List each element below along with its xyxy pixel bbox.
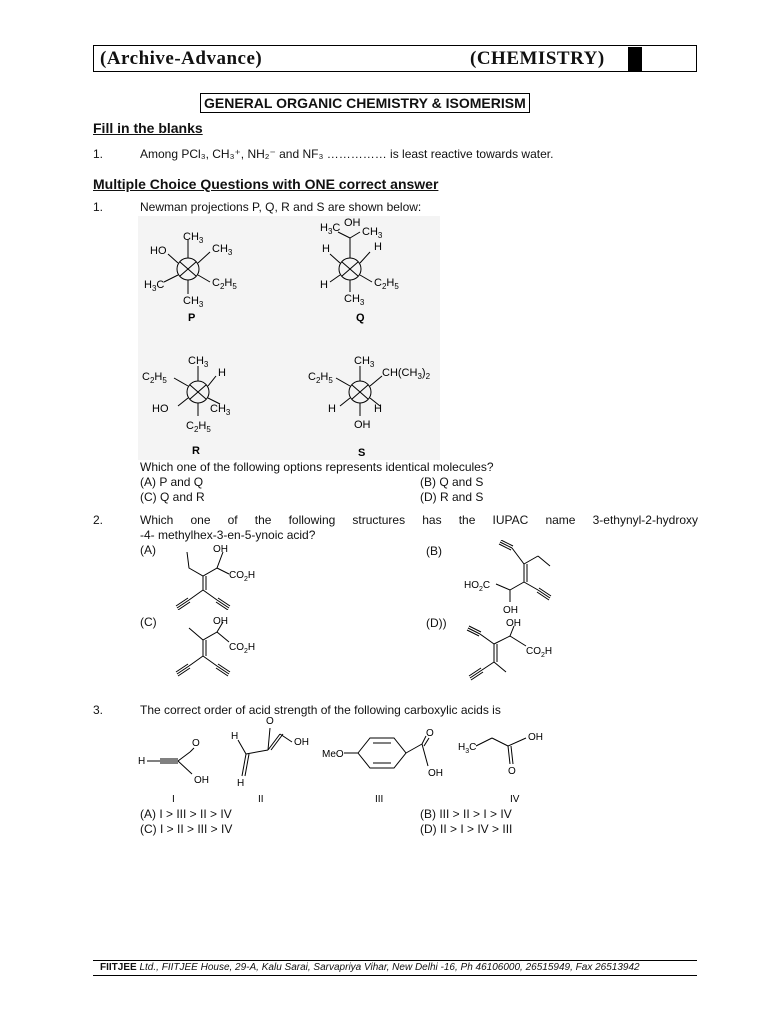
option-c-label[interactable]: (C) <box>140 615 157 629</box>
svg-text:H: H <box>138 756 146 767</box>
svg-text:OH: OH <box>213 616 228 627</box>
label-iv: IV <box>510 794 520 805</box>
svg-text:CH3: $CH_3$ <box>362 226 383 240</box>
structure-b <box>460 540 570 618</box>
label-i: I <box>172 794 175 805</box>
label-q: Q <box>356 312 365 324</box>
svg-text:H3C: $H_3C$ <box>458 742 477 755</box>
question-text-cont: -4- methylhex-3-en-5-ynoic acid? <box>140 528 316 542</box>
svg-text:OH: OH <box>354 419 371 431</box>
structure-a <box>165 540 260 610</box>
page-title: GENERAL ORGANIC CHEMISTRY & ISOMERISM <box>200 93 530 113</box>
svg-text:H3C: $H_3C$ <box>144 279 165 293</box>
option-b-label[interactable]: (B) <box>426 544 442 558</box>
svg-text:O: O <box>426 728 434 739</box>
footer-rule-top <box>93 960 697 961</box>
question-text: Which one of the following structures has the IUPAC name 3-ethynyl-2-hydroxy <box>140 513 698 527</box>
question-text: Among PCl₃, CH₃⁺, NH₂⁻ and NF₃ …………… is least reactive towards water. <box>140 147 554 161</box>
label-p: P <box>188 312 196 324</box>
svg-text:OH: OH <box>503 605 518 616</box>
svg-text:H: H <box>231 731 239 742</box>
svg-text:C2H5: $C_2H_5$ <box>308 371 333 385</box>
question-number: 1. <box>93 200 104 214</box>
svg-text:CO2H: $CO_2H$ <box>229 642 256 655</box>
option-a-label[interactable]: (A) <box>140 543 156 557</box>
svg-text:HO2C: $HO_2C$ <box>464 580 491 593</box>
structure-d <box>460 614 570 696</box>
label-s: S <box>358 447 366 459</box>
svg-text:OH: OH <box>428 768 443 779</box>
svg-text:CH3: $CH_3$ <box>183 295 204 309</box>
footer-brand: FIITJEE <box>100 962 137 973</box>
svg-text:CO2H: $CO_2H$ <box>229 570 256 583</box>
svg-text:CH3: $CH_3$ <box>183 231 204 245</box>
svg-text:H3C: $H_3C$ <box>320 222 341 236</box>
svg-text:OH: OH <box>213 544 228 555</box>
option-a[interactable]: (A) P and Q <box>140 475 204 489</box>
svg-text:O: O <box>192 738 200 749</box>
question-text: Newman projections P, Q, R and S are shown below: <box>140 200 422 214</box>
svg-text:CH3: $CH_3$ <box>354 355 375 369</box>
option-d-label[interactable]: (D)) <box>426 616 447 630</box>
newman-projections-figure <box>138 216 440 460</box>
svg-text:H: H <box>322 243 330 255</box>
svg-text:OH: OH <box>528 732 543 743</box>
footer <box>100 962 640 973</box>
header-block <box>628 47 642 71</box>
option-d[interactable]: (D) R and S <box>420 490 484 504</box>
question-number: 2. <box>93 513 104 527</box>
svg-text:O: O <box>266 716 274 727</box>
svg-text:CH3: $CH_3$ <box>212 243 233 257</box>
svg-text:C2H5: $C_2H_5$ <box>374 277 399 291</box>
svg-text:C2H5: $C_2H_5$ <box>212 277 237 291</box>
option-c[interactable]: (C) I > II > III > IV <box>140 822 233 836</box>
svg-text:O: O <box>508 766 516 777</box>
svg-text:CH3: $CH_3$ <box>344 293 365 307</box>
svg-text:H: H <box>374 241 382 253</box>
label-r: R <box>192 445 200 457</box>
footer-rule-bottom <box>93 975 697 976</box>
header-left: (Archive-Advance) <box>100 48 263 69</box>
question-number: 1. <box>93 147 104 161</box>
svg-text:H: H <box>218 367 226 379</box>
svg-text:CO2H: $CO_2H$ <box>526 646 553 659</box>
header-subject: (CHEMISTRY) <box>470 48 605 69</box>
svg-text:MeO: MeO <box>322 749 344 760</box>
label-iii: III <box>375 794 384 805</box>
svg-text:OH: OH <box>294 737 309 748</box>
svg-text:HO: HO <box>152 403 169 415</box>
svg-text:CH3: $CH_3$ <box>188 355 209 369</box>
structure-c <box>165 612 260 684</box>
svg-text:H: H <box>374 403 382 415</box>
option-c[interactable]: (C) Q and R <box>140 490 205 504</box>
option-b[interactable]: (B) III > II > I > IV <box>420 807 512 821</box>
svg-text:C2H5: $C_2H_5$ <box>186 420 211 434</box>
mcq-heading: Multiple Choice Questions with ONE correct answer <box>93 176 439 192</box>
question-number: 3. <box>93 703 104 717</box>
acid-structures-figure <box>134 716 554 808</box>
svg-text:H: H <box>320 279 328 291</box>
label-ii: II <box>258 794 264 805</box>
svg-text:CH3: $CH_3$ <box>210 403 231 417</box>
svg-text:OH: OH <box>344 217 361 229</box>
svg-text:H: H <box>328 403 336 415</box>
svg-text:OH: OH <box>194 775 209 786</box>
question-text: The correct order of acid strength of the following carboxylic acids is <box>140 703 501 717</box>
svg-text:HO: HO <box>150 245 167 257</box>
svg-text:H: H <box>237 778 245 789</box>
option-b[interactable]: (B) Q and S <box>420 475 484 489</box>
footer-text: Ltd., FIITJEE House, 29-A, Kalu Sarai, Sarvapriya Vihar, New Delhi -16, Ph 46106000, 26515949, Fax 26513942 <box>139 962 640 973</box>
svg-text:C2H5: $C_2H_5$ <box>142 371 167 385</box>
fill-blanks-heading: Fill in the blanks <box>93 120 203 136</box>
option-d[interactable]: (D) II > I > IV > III <box>420 822 513 836</box>
question-stem: Which one of the following options represents identical molecules? <box>140 460 494 474</box>
svg-text:CH(CH3)2: $CH(CH_3)_2$ <box>382 367 431 381</box>
svg-text:OH: OH <box>506 618 521 629</box>
option-a[interactable]: (A) I > III > II > IV <box>140 807 232 821</box>
